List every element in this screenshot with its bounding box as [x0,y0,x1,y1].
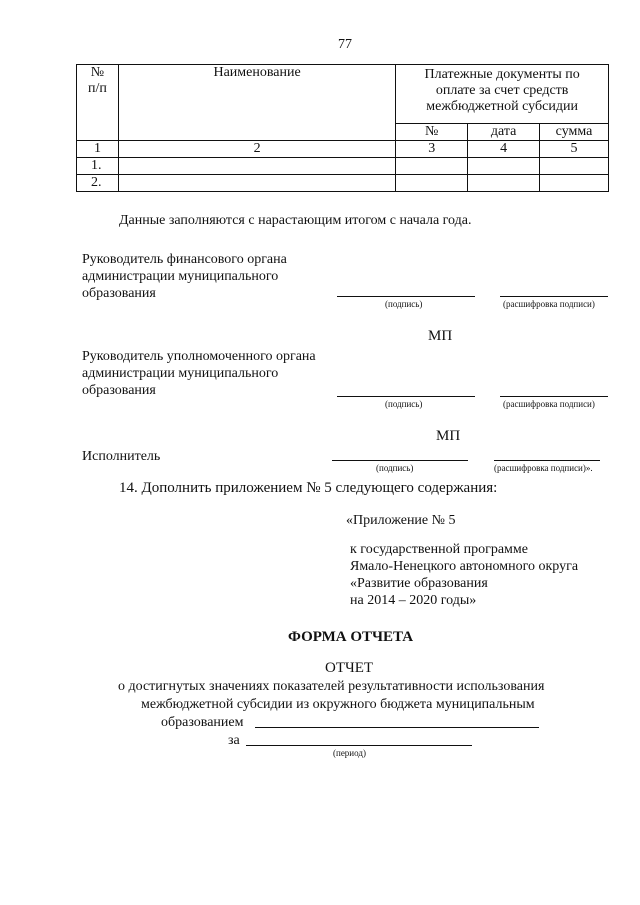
row-cell [540,175,609,192]
report-line: образованием [161,715,244,730]
sig2-title-line: Руководитель уполномоченного органа [82,349,316,364]
sig2-sign-caption: (подпись) [385,399,423,409]
sig1-title-line: администрации муниципального [82,269,279,284]
period-caption: (период) [333,748,366,758]
sig3-decode-line [494,460,600,461]
row-cell [118,158,395,175]
sig2-title-line: администрации муниципального [82,366,279,381]
appendix-line: к государственной программе [350,542,528,557]
sig2-sign-line [337,396,475,397]
sig1-title-line: Руководитель финансового органа [82,252,287,267]
payment-documents-table [76,64,609,192]
sig1-decode-line [500,296,608,297]
sig1-stamp: МП [428,328,453,344]
index-cell: 4 [468,141,540,158]
index-cell: 5 [540,141,609,158]
appendix-line: «Развитие образования [350,576,488,591]
row-cell [540,158,609,175]
header-num: № п/п [77,65,119,141]
period-prefix: за [228,733,240,748]
executor-label: Исполнитель [82,449,161,464]
row-cell [396,175,468,192]
row-number: 2. [77,175,119,192]
sig2-decode-caption: (расшифровка подписи) [503,399,595,409]
index-cell: 2 [118,141,395,158]
table-index-row [77,141,609,158]
row-cell [468,158,540,175]
appendix-title: «Приложение № 5 [346,513,456,528]
table-header-row [77,65,609,124]
header-payment-docs: Платежные документы по оплате за счет средств межбюджетной субсидии [396,65,609,124]
report-title: ОТЧЕТ [325,660,374,676]
period-fill-line [246,745,472,746]
table-note: Данные заполняются с нарастающим итогом с начала года. [119,213,472,228]
page-number: 77 [338,37,352,52]
sig1-title-line: образования [82,286,156,301]
sig2-decode-line [500,396,608,397]
form-title: ФОРМА ОТЧЕТА [288,629,414,645]
subheader-date: дата [468,124,540,141]
subheader-num: № [396,124,468,141]
item-14-text: 14. Дополнить приложением № 5 следующего содержания: [119,480,498,496]
row-cell [468,175,540,192]
row-cell [396,158,468,175]
sig3-sign-caption: (подпись) [376,463,414,473]
sig1-decode-caption: (расшифровка подписи) [503,299,595,309]
report-line: о достигнутых значениях показателей результативности использования [118,679,545,694]
header-name: Наименование [118,65,395,141]
index-cell: 1 [77,141,119,158]
sig2-title-line: образования [82,383,156,398]
subheader-sum: сумма [540,124,609,141]
sig1-sign-line [337,296,475,297]
table-row [77,175,609,192]
sig2-stamp: МП [436,428,461,444]
sig1-sign-caption: (подпись) [385,299,423,309]
municipality-fill-line [255,727,539,728]
index-cell: 3 [396,141,468,158]
sig3-sign-line [332,460,468,461]
report-line: межбюджетной субсидии из окружного бюджета муниципальным [141,697,535,712]
row-cell [118,175,395,192]
table-row [77,158,609,175]
appendix-line: Ямало-Ненецкого автономного округа [350,559,579,574]
sig3-decode-caption: (расшифровка подписи)». [494,463,593,473]
row-number: 1. [77,158,119,175]
appendix-line: на 2014 – 2020 годы» [350,593,477,608]
